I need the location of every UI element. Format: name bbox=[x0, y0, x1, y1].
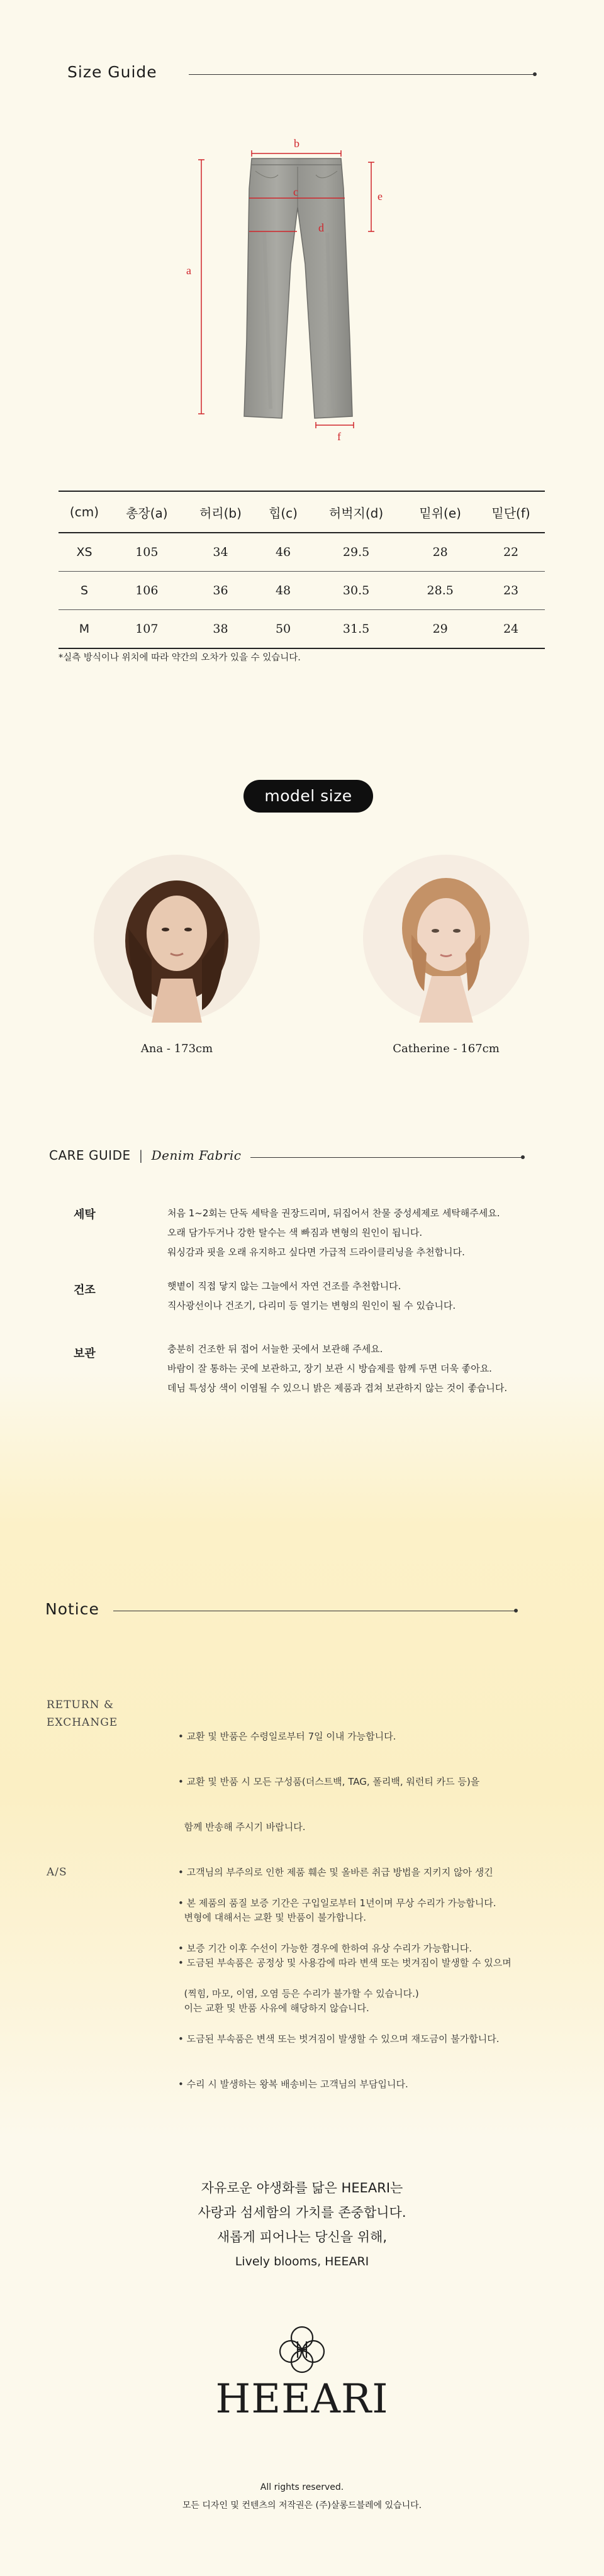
notice-line: • 도금된 부속품은 변색 또는 벗겨짐이 발생할 수 있으며 재도금이 불가합니다. bbox=[178, 2033, 500, 2045]
table-cell: 34 bbox=[213, 545, 228, 559]
brand-slogan bbox=[0, 2176, 604, 2274]
care-line: 오래 담가두거나 강한 탈수는 색 빠짐과 변형의 원인이 됩니다. bbox=[167, 1227, 423, 1238]
care-guide-label: CARE GUIDE bbox=[49, 1148, 131, 1163]
table-cell: 48 bbox=[275, 584, 291, 597]
notice-line: 함께 반송해 주시기 바랍니다. bbox=[178, 1821, 306, 1833]
model-photo-ana bbox=[92, 853, 262, 1023]
notice-line: (찍힘, 마모, 이염, 오염 등은 수리가 불가할 수 있습니다.) bbox=[178, 1988, 419, 1999]
care-guide-divider bbox=[250, 1157, 522, 1158]
size-label: XS bbox=[76, 545, 92, 559]
notice-line: • 보증 기간 이후 수선이 가능한 경우에 한하여 유상 수리가 가능합니다. bbox=[178, 1943, 473, 1954]
notice-label-as bbox=[47, 1863, 67, 1881]
notice-label-line: EXCHANGE bbox=[47, 1716, 118, 1729]
care-text-storage bbox=[167, 1340, 507, 1398]
table-cell: 30.5 bbox=[342, 584, 370, 597]
care-line: 데님 특성상 색이 이염될 수 있으니 밝은 제품과 겹쳐 보관하지 않는 것이 좋습니다. bbox=[167, 1382, 508, 1394]
notice-label-line: A/S bbox=[47, 1866, 67, 1879]
table-cell: 23 bbox=[503, 584, 519, 597]
table-cell: 31.5 bbox=[342, 622, 370, 636]
label-c: c bbox=[293, 186, 298, 198]
header-length: 총장(a) bbox=[126, 505, 168, 521]
header-rise: 밑위(e) bbox=[419, 505, 461, 521]
size-guide-title: Size Guide bbox=[67, 63, 157, 81]
table-cell: 29.5 bbox=[342, 545, 370, 559]
notice-line: 변형에 대해서는 교환 및 반품이 불가합니다. bbox=[178, 1912, 366, 1923]
header-hip: 힙(c) bbox=[269, 505, 298, 521]
notice-line: • 교환 및 반품 시 모든 구성품(더스트백, TAG, 폴리백, 워런티 카드 등)을 bbox=[178, 1776, 480, 1787]
care-line: 직사광선이나 건조기, 다리미 등 열기는 변형의 원인이 될 수 있습니다. bbox=[167, 1300, 456, 1311]
table-row bbox=[59, 533, 545, 572]
care-guide-separator: | bbox=[138, 1148, 143, 1163]
model-photo-catherine bbox=[361, 853, 531, 1023]
care-text-wash bbox=[167, 1204, 500, 1262]
table-cell: 105 bbox=[135, 545, 159, 559]
table-row bbox=[59, 610, 545, 649]
notice-line: • 수리 시 발생하는 왕복 배송비는 고객님의 부담입니다. bbox=[178, 2079, 408, 2090]
care-label-storage: 보관 bbox=[74, 1347, 96, 1360]
size-table bbox=[59, 491, 545, 649]
jeans-icon bbox=[244, 158, 352, 418]
table-cell: 24 bbox=[503, 622, 519, 636]
header-thigh: 허벅지(d) bbox=[328, 505, 384, 521]
brand-logo-wordmark: HEEARI bbox=[215, 2376, 389, 2423]
slogan-line: 자유로운 야생화를 닮은 HEEARI는 bbox=[201, 2180, 403, 2196]
model-caption-catherine: Catherine - 167cm bbox=[393, 1042, 500, 1055]
care-line: 햇볕이 직접 닿지 않는 그늘에서 자연 건조를 추천합니다. bbox=[167, 1280, 401, 1292]
notice-line: 이는 교환 및 반품 사유에 해당하지 않습니다. bbox=[178, 2002, 369, 2014]
heeari-logo-icon bbox=[276, 2323, 328, 2375]
care-text-dry bbox=[167, 1277, 456, 1316]
table-cell: 29 bbox=[432, 622, 448, 636]
table-cell: 28.5 bbox=[427, 584, 454, 597]
label-f: f bbox=[337, 430, 341, 443]
care-line: 충분히 건조한 뒤 접어 서늘한 곳에서 보관해 주세요. bbox=[167, 1343, 383, 1355]
label-e: e bbox=[378, 190, 383, 203]
care-line: 처음 1~2회는 단독 세탁을 권장드리며, 뒤집어서 찬물 중성세제로 세탁해주세요. bbox=[167, 1208, 500, 1219]
care-line: 바람이 잘 통하는 곳에 보관하고, 장기 보관 시 방습제를 함께 두면 더욱 좋아요. bbox=[167, 1363, 492, 1374]
header-waist: 허리(b) bbox=[199, 505, 242, 521]
notice-label-line: RETURN & bbox=[47, 1699, 115, 1711]
care-guide-subtitle: Denim Fabric bbox=[151, 1148, 242, 1163]
label-b: b bbox=[294, 137, 299, 150]
label-d: d bbox=[318, 221, 324, 234]
label-a: a bbox=[186, 264, 191, 277]
care-guide-title bbox=[49, 1148, 241, 1163]
header-hem: 밑단(f) bbox=[491, 505, 530, 521]
model-caption-ana: Ana - 173cm bbox=[140, 1042, 213, 1055]
table-row bbox=[59, 572, 545, 610]
notice-line: • 본 제품의 품질 보증 기간은 구입일로부터 1년이며 무상 수리가 가능합니다. bbox=[178, 1897, 496, 1909]
table-cell: 107 bbox=[135, 622, 159, 636]
table-cell: 46 bbox=[275, 545, 291, 559]
table-cell: 106 bbox=[135, 584, 159, 597]
size-label: M bbox=[79, 622, 90, 636]
model-size-badge: model size bbox=[243, 780, 373, 813]
jeans-diagram bbox=[176, 132, 403, 443]
table-cell: 50 bbox=[275, 622, 291, 636]
slogan-line: 새롭게 피어나는 당신을 위해, bbox=[216, 2229, 388, 2245]
care-line: 워싱감과 핏을 오래 유지하고 싶다면 가급적 드라이클리닝을 추천합니다. bbox=[167, 1246, 465, 1258]
notice-line: • 교환 및 반품은 수령일로부터 7일 이내 가능합니다. bbox=[178, 1731, 396, 1742]
table-cell: 28 bbox=[432, 545, 448, 559]
notice-label-return-exchange bbox=[47, 1696, 118, 1731]
divider-end-dot bbox=[521, 1155, 525, 1159]
size-label: S bbox=[80, 584, 88, 597]
size-table-header bbox=[59, 491, 545, 533]
size-guide-divider bbox=[189, 74, 535, 75]
divider-end-dot bbox=[514, 1609, 518, 1613]
footer-line: All rights reserved. bbox=[260, 2482, 344, 2492]
notice-line: • 고객님의 부주의로 인한 제품 훼손 및 올바른 취급 방법을 지키지 않아 생긴 bbox=[178, 1867, 493, 1878]
footer-line: 모든 디자인 및 컨텐츠의 저작권은 (주)살롱드블레에 있습니다. bbox=[182, 2501, 422, 2511]
notice-title: Notice bbox=[45, 1600, 99, 1618]
notice-text-as bbox=[178, 1865, 500, 2107]
notice-line: • 도금된 부속품은 공정상 및 사용감에 따라 변색 또는 벗겨짐이 발생할 수 있으며 bbox=[178, 1957, 512, 1968]
slogan-line: Lively blooms, HEEARI bbox=[235, 2255, 369, 2268]
table-cell: 36 bbox=[213, 584, 228, 597]
footer-copyright bbox=[0, 2479, 604, 2515]
divider-end-dot bbox=[533, 72, 537, 76]
care-label-wash: 세탁 bbox=[74, 1208, 96, 1221]
slogan-line: 사랑과 섬세함의 가치를 존중합니다. bbox=[198, 2205, 406, 2220]
table-cell: 38 bbox=[213, 622, 228, 636]
table-cell: 22 bbox=[503, 545, 519, 559]
care-label-dry: 건조 bbox=[74, 1284, 96, 1297]
measurement-note: *실측 방식이나 위치에 따라 약간의 오차가 있을 수 있습니다. bbox=[59, 653, 301, 663]
header-cm: (cm) bbox=[69, 504, 99, 519]
